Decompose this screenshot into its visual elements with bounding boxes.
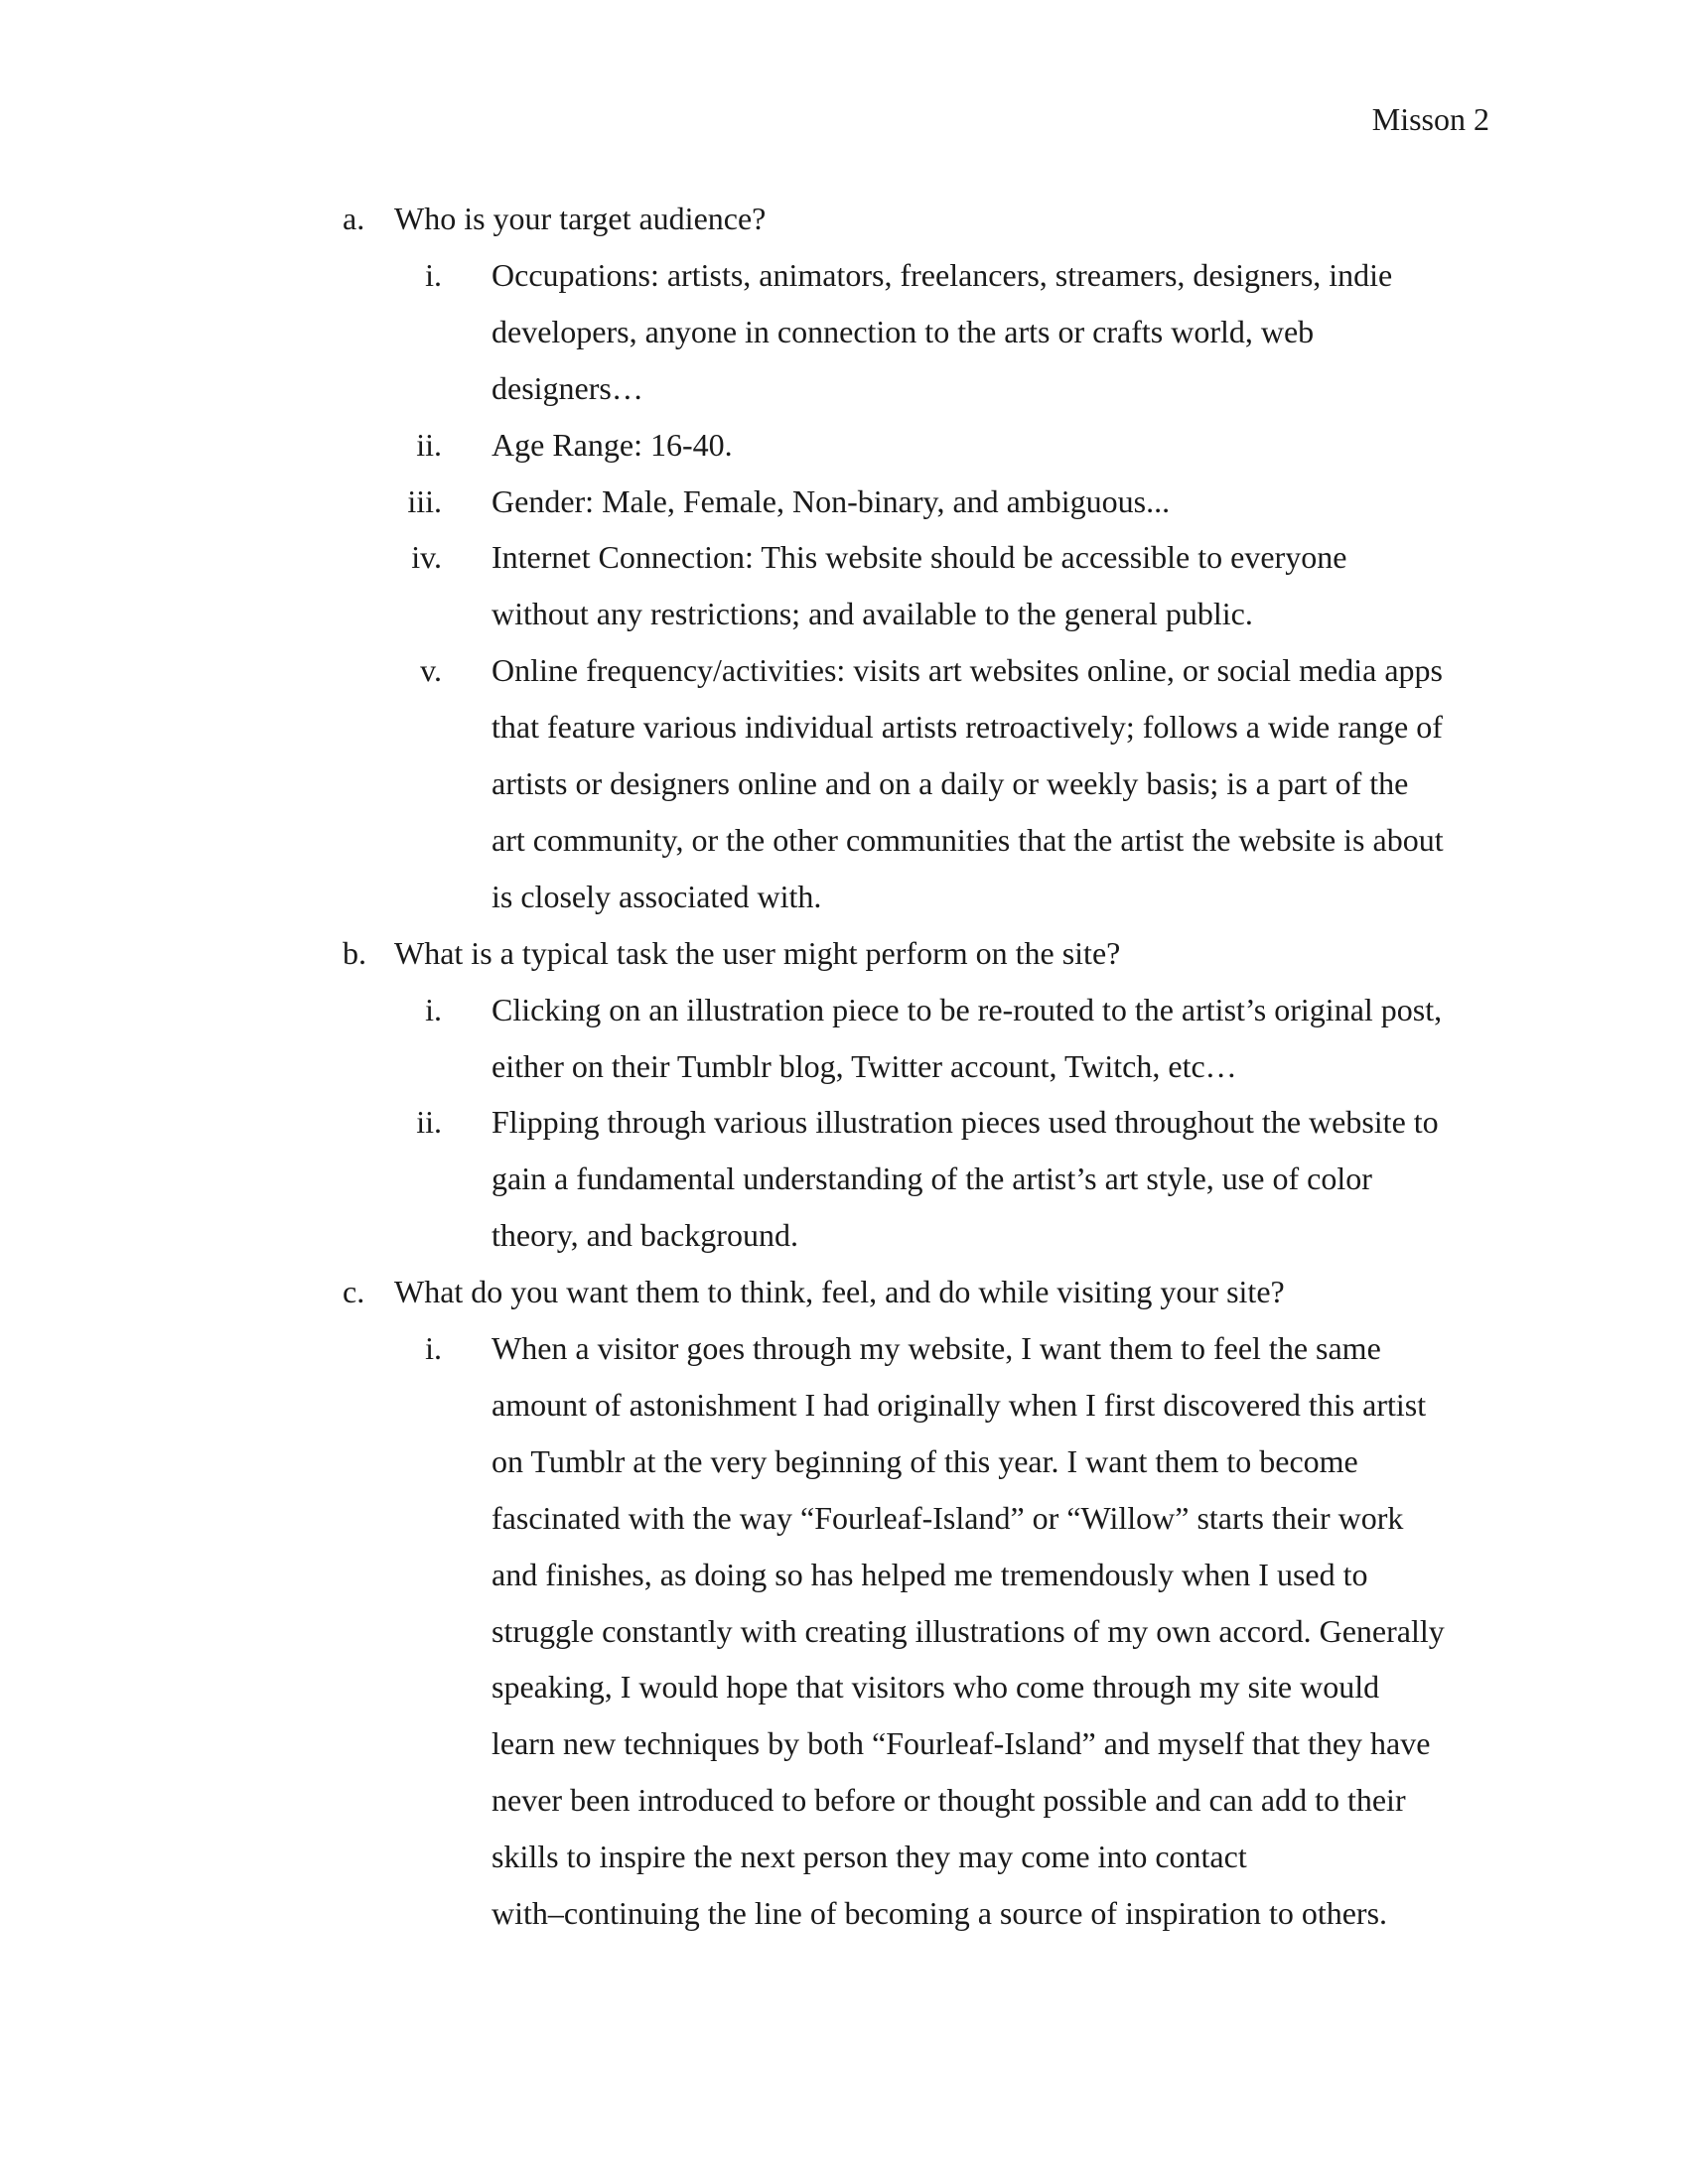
item-marker: i. xyxy=(425,257,442,293)
page-header: Misson 2 xyxy=(1371,101,1489,137)
item-marker: i. xyxy=(425,992,442,1027)
item-text-line: artists or designers online and on a daily or weekly basis; is a part of the xyxy=(492,765,1409,801)
item-text-line: designers… xyxy=(492,370,643,406)
item-text-line: skills to inspire the next person they may come into contact xyxy=(492,1839,1247,1874)
item-text-line: developers, anyone in connection to the arts or crafts world, web xyxy=(492,314,1315,349)
item-text-line: on Tumblr at the very beginning of this year. I want them to become xyxy=(492,1443,1358,1479)
item-text-line: is closely associated with. xyxy=(492,879,822,914)
item-text-line: learn new techniques by both “Fourleaf-Island” and myself that they have xyxy=(492,1725,1431,1761)
item-marker: ii. xyxy=(416,427,442,463)
item-text-line: without any restrictions; and available to the general public. xyxy=(492,596,1253,631)
item-text-line: Occupations: artists, animators, freelancers, streamers, designers, indie xyxy=(492,257,1393,293)
section-marker: b. xyxy=(343,935,366,971)
item-text-line: Age Range: 16-40. xyxy=(492,427,733,463)
item-text-line: struggle constantly with creating illustrations of my own accord. Generally xyxy=(492,1613,1445,1649)
item-text-line: art community, or the other communities that the artist the website is about xyxy=(492,822,1444,858)
item-text-line: Internet Connection: This website should be accessible to everyone xyxy=(492,539,1347,575)
item-text-line: and finishes, as doing so has helped me tremendously when I used to xyxy=(492,1557,1368,1592)
item-text-line: When a visitor goes through my website, I want them to feel the same xyxy=(492,1330,1381,1366)
item-text-line: speaking, I would hope that visitors who come through my site would xyxy=(492,1669,1380,1705)
item-text-line: never been introduced to before or thought possible and can add to their xyxy=(492,1782,1406,1818)
section-question: Who is your target audience? xyxy=(394,201,767,236)
item-marker: v. xyxy=(420,652,442,688)
item-marker: ii. xyxy=(416,1104,442,1140)
section-marker: a. xyxy=(343,201,365,236)
item-text-line: Flipping through various illustration pieces used throughout the website to xyxy=(492,1104,1439,1140)
section-question: What do you want them to think, feel, and do while visiting your site? xyxy=(394,1274,1285,1309)
item-text-line: with–continuing the line of becoming a source of inspiration to others. xyxy=(492,1895,1388,1931)
item-marker: iii. xyxy=(407,483,442,519)
item-text-line: Clicking on an illustration piece to be re-routed to the artist’s original post, xyxy=(492,992,1443,1027)
section-marker: c. xyxy=(343,1274,365,1309)
item-text-line: theory, and background. xyxy=(492,1217,798,1253)
item-text-line: Online frequency/activities: visits art websites online, or social media apps xyxy=(492,652,1443,688)
item-text-line: Gender: Male, Female, Non-binary, and ambiguous... xyxy=(492,483,1171,519)
item-text-line: fascinated with the way “Fourleaf-Island” or “Willow” starts their work xyxy=(492,1500,1404,1536)
section-question: What is a typical task the user might perform on the site? xyxy=(394,935,1121,971)
item-text-line: gain a fundamental understanding of the artist’s art style, use of color xyxy=(492,1160,1372,1196)
item-text-line: amount of astonishment I had originally when I first discovered this artist xyxy=(492,1387,1427,1423)
item-marker: iv. xyxy=(411,539,442,575)
item-marker: i. xyxy=(425,1330,442,1366)
item-text-line: that feature various individual artists retroactively; follows a wide range of xyxy=(492,709,1443,745)
item-text-line: either on their Tumblr blog, Twitter account, Twitch, etc… xyxy=(492,1048,1237,1084)
